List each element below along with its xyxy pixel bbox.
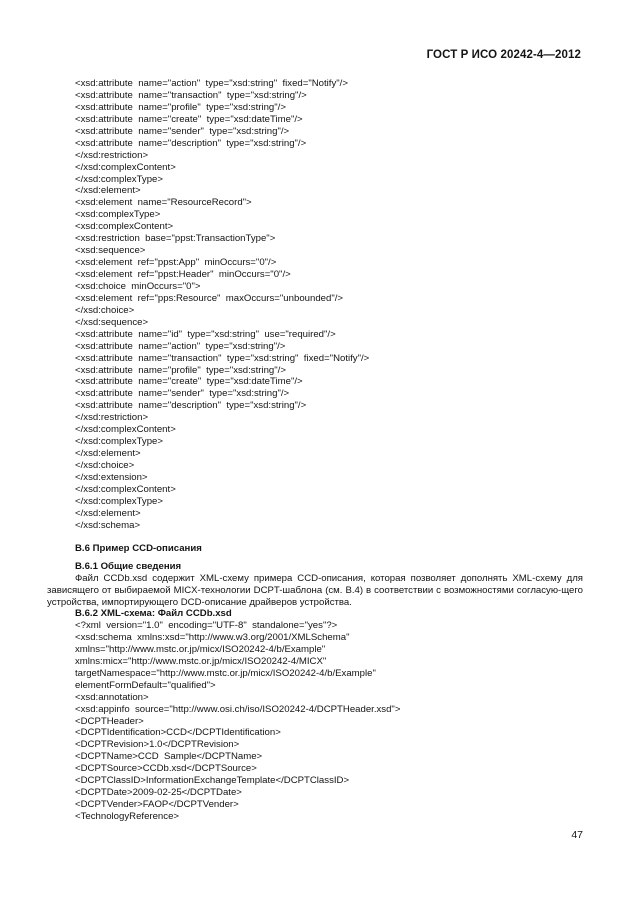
- code-line: <xsd:attribute name="id" type="xsd:string" use="required"/>: [75, 328, 336, 340]
- code-line: <xsd:attribute name="create" type="xsd:dateTime"/>: [75, 113, 303, 125]
- code-line: <xsd:schema xmlns:xsd="http://www.w3.org/2001/XMLSchema": [75, 631, 350, 643]
- section-b62-title: В.6.2 XML-схема: Файл CCDb.xsd: [75, 608, 232, 619]
- code-line: </xsd:schema>: [75, 519, 141, 531]
- code-line: </xsd:element>: [75, 185, 141, 197]
- code-line: <xsd:attribute name="profile" type="xsd:string"/>: [75, 364, 286, 376]
- code-line: <DCPTRevision>1.0</DCPTRevision>: [75, 739, 240, 751]
- code-line: </xsd:restriction>: [75, 149, 149, 161]
- xml-code-block-1: [75, 78, 575, 532]
- code-line: </xsd:complexType>: [75, 436, 163, 448]
- xml-code-block-2: [75, 620, 575, 823]
- code-line: </xsd:complexType>: [75, 495, 163, 507]
- code-line: </xsd:complexType>: [75, 173, 163, 185]
- code-line: <xsd:restriction base="ppst:TransactionType">: [75, 233, 276, 245]
- code-line: <DCPTName>CCD Sample</DCPTName>: [75, 751, 263, 763]
- code-line: <?xml version="1.0" encoding="UTF-8" standalone="yes"?>: [75, 620, 338, 631]
- code-line: <xsd:attribute name="transaction" type="xsd:string" fixed="Notify"/>: [75, 352, 370, 364]
- code-line: </xsd:restriction>: [75, 412, 149, 424]
- code-line: <DCPTVender>FAOP</DCPTVender>: [75, 799, 239, 811]
- code-line: <TechnologyReference>: [75, 811, 180, 822]
- code-line: <DCPTDate>2009-02-25</DCPTDate>: [75, 787, 242, 799]
- section-b61-title: В.6.1 Общие сведения: [75, 561, 182, 572]
- code-line: <xsd:attribute name="action" type="xsd:string" fixed="Notify"/>: [75, 78, 348, 89]
- code-line: <xsd:attribute name="profile" type="xsd:string"/>: [75, 101, 286, 113]
- code-line: xmlns:micx="http://www.mstc.or.jp/micx/ISO20242-4/MICX": [75, 655, 327, 667]
- code-line: </xsd:choice>: [75, 304, 135, 316]
- code-line: </xsd:sequence>: [75, 316, 149, 328]
- code-line: elementFormDefault="qualified">: [75, 679, 216, 691]
- code-line: <DCPTHeader>: [75, 715, 144, 727]
- code-line: </xsd:complexContent>: [75, 424, 176, 436]
- code-line: <xsd:attribute name="create" type="xsd:dateTime"/>: [75, 376, 303, 388]
- code-line: <DCPTIdentification>CCD</DCPTIdentification>: [75, 727, 281, 739]
- code-line: <xsd:attribute name="description" type="xsd:string"/>: [75, 400, 307, 412]
- code-line: <xsd:element ref="ppst:App" minOccurs="0"/>: [75, 257, 277, 269]
- code-line: <xsd:complexType>: [75, 209, 161, 221]
- code-line: <xsd:complexContent>: [75, 221, 174, 233]
- code-line: <xsd:attribute name="description" type="xsd:string"/>: [75, 137, 307, 149]
- code-line: <xsd:attribute name="sender" type="xsd:string"/>: [75, 388, 290, 400]
- code-line: </xsd:element>: [75, 448, 141, 460]
- document-header: ГОСТ Р ИСО 20242-4—2012: [426, 49, 581, 61]
- section-b61-paragraph: Файл CCDb.xsd содержит XML-схему примера CCD-описания, которая позволяет дополнять XML-схему для зависящего от выбираемой MICX-технологии DCPT-шаблона (см. В.4) в соответствии с возможностями согласую-щего устройства, импортирующего DCD-описание драйверов устройства.: [47, 573, 583, 608]
- code-line: <xsd:element ref="ppst:Header" minOccurs="0"/>: [75, 269, 291, 280]
- code-line: targetNamespace="http://www.mstc.or.jp/micx/ISO20242-4/b/Example": [75, 667, 376, 679]
- code-line: <xsd:element ref="pps:Resource" maxOccurs="unbounded"/>: [75, 292, 344, 304]
- code-line: <xsd:sequence>: [75, 245, 146, 257]
- code-line: <DCPTClassID>InformationExchangeTemplate</DCPTClassID>: [75, 775, 350, 787]
- code-line: <DCPTSource>CCDb.xsd</DCPTSource>: [75, 763, 257, 775]
- code-line: </xsd:complexContent>: [75, 161, 176, 173]
- code-line: xmlns="http://www.mstc.or.jp/micx/ISO20242-4/b/Example": [75, 643, 326, 655]
- section-b6-title: В.6 Пример CCD-описания: [75, 543, 202, 554]
- code-line: <xsd:appinfo source="http://www.osi.ch/iso/ISO20242-4/DCPTHeader.xsd">: [75, 703, 401, 715]
- code-line: <xsd:element name="ResourceRecord">: [75, 197, 252, 209]
- page-number: 47: [571, 829, 583, 841]
- code-line: </xsd:extension>: [75, 471, 148, 483]
- code-line: <xsd:annotation>: [75, 691, 149, 703]
- code-line: </xsd:element>: [75, 507, 141, 519]
- code-line: </xsd:complexContent>: [75, 483, 176, 495]
- code-line: </xsd:choice>: [75, 460, 135, 471]
- code-line: <xsd:attribute name="action" type="xsd:string"/>: [75, 340, 286, 352]
- code-line: <xsd:attribute name="transaction" type="xsd:string"/>: [75, 89, 307, 101]
- code-line: <xsd:choice minOccurs="0">: [75, 280, 201, 292]
- code-line: <xsd:attribute name="sender" type="xsd:string"/>: [75, 125, 290, 137]
